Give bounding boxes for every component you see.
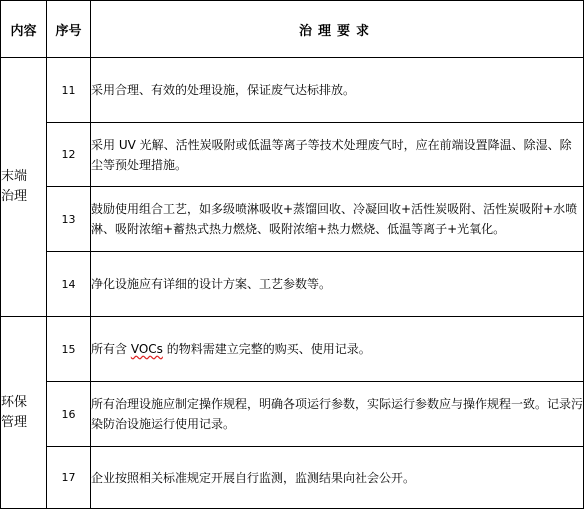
category-label-line: 环保 [1,394,28,410]
requirement-text: 企业按照相关标准规定开展自行监测，监测结果向社会公开。 [91,447,584,509]
requirement-text: 采用 UV 光解、活性炭吸附或低温等离子等技术处理废气时，应在前端设置降温、除湿、除尘等预处理措施。 [91,123,584,187]
header-seq: 序号 [47,1,91,58]
header-content: 内容 [1,1,47,58]
category-end-treatment [1,58,47,317]
category-label-line: 管理 [1,414,28,430]
requirement-text [91,317,584,382]
header-requirement: 治理要求 [91,1,584,58]
table-row [1,123,584,187]
row-number: 11 [47,58,91,123]
row-number: 14 [47,252,91,317]
table-row [1,382,584,447]
table-row [1,252,584,317]
row-number: 15 [47,317,91,382]
row-number: 12 [47,123,91,187]
requirement-text-part: 的物料需建立完整的购买、使用记录。 [162,342,371,356]
table-row [1,58,584,123]
category-label-line: 治理 [1,189,28,204]
requirement-text: 所有治理设施应制定操作规程，明确各项运行参数，实际运行参数应与操作规程一致。记录污染防治设施运行使用记录。 [91,382,584,447]
requirement-text: 净化设施应有详细的设计方案、工艺参数等。 [91,252,584,317]
table-header-row [1,1,584,58]
row-number: 13 [47,187,91,252]
table-row [1,317,584,382]
row-number: 17 [47,447,91,509]
table-row [1,447,584,509]
category-env-management [1,317,47,509]
category-label-line: 末端 [1,169,28,184]
requirement-text: 采用合理、有效的处理设施，保证废气达标排放。 [91,58,584,123]
requirement-text: 鼓励使用组合工艺，如多级喷淋吸收+蒸馏回收、冷凝回收+活性炭吸附、活性炭吸附+水喷淋、吸附浓缩+蓄热式热力燃烧、吸附浓缩+热力燃烧、低温等离子+光氧化。 [91,187,584,252]
requirement-text-part: 所有含 [91,342,131,356]
table-row [1,187,584,252]
vocs-term: VOCs [130,342,163,356]
row-number: 16 [47,382,91,447]
